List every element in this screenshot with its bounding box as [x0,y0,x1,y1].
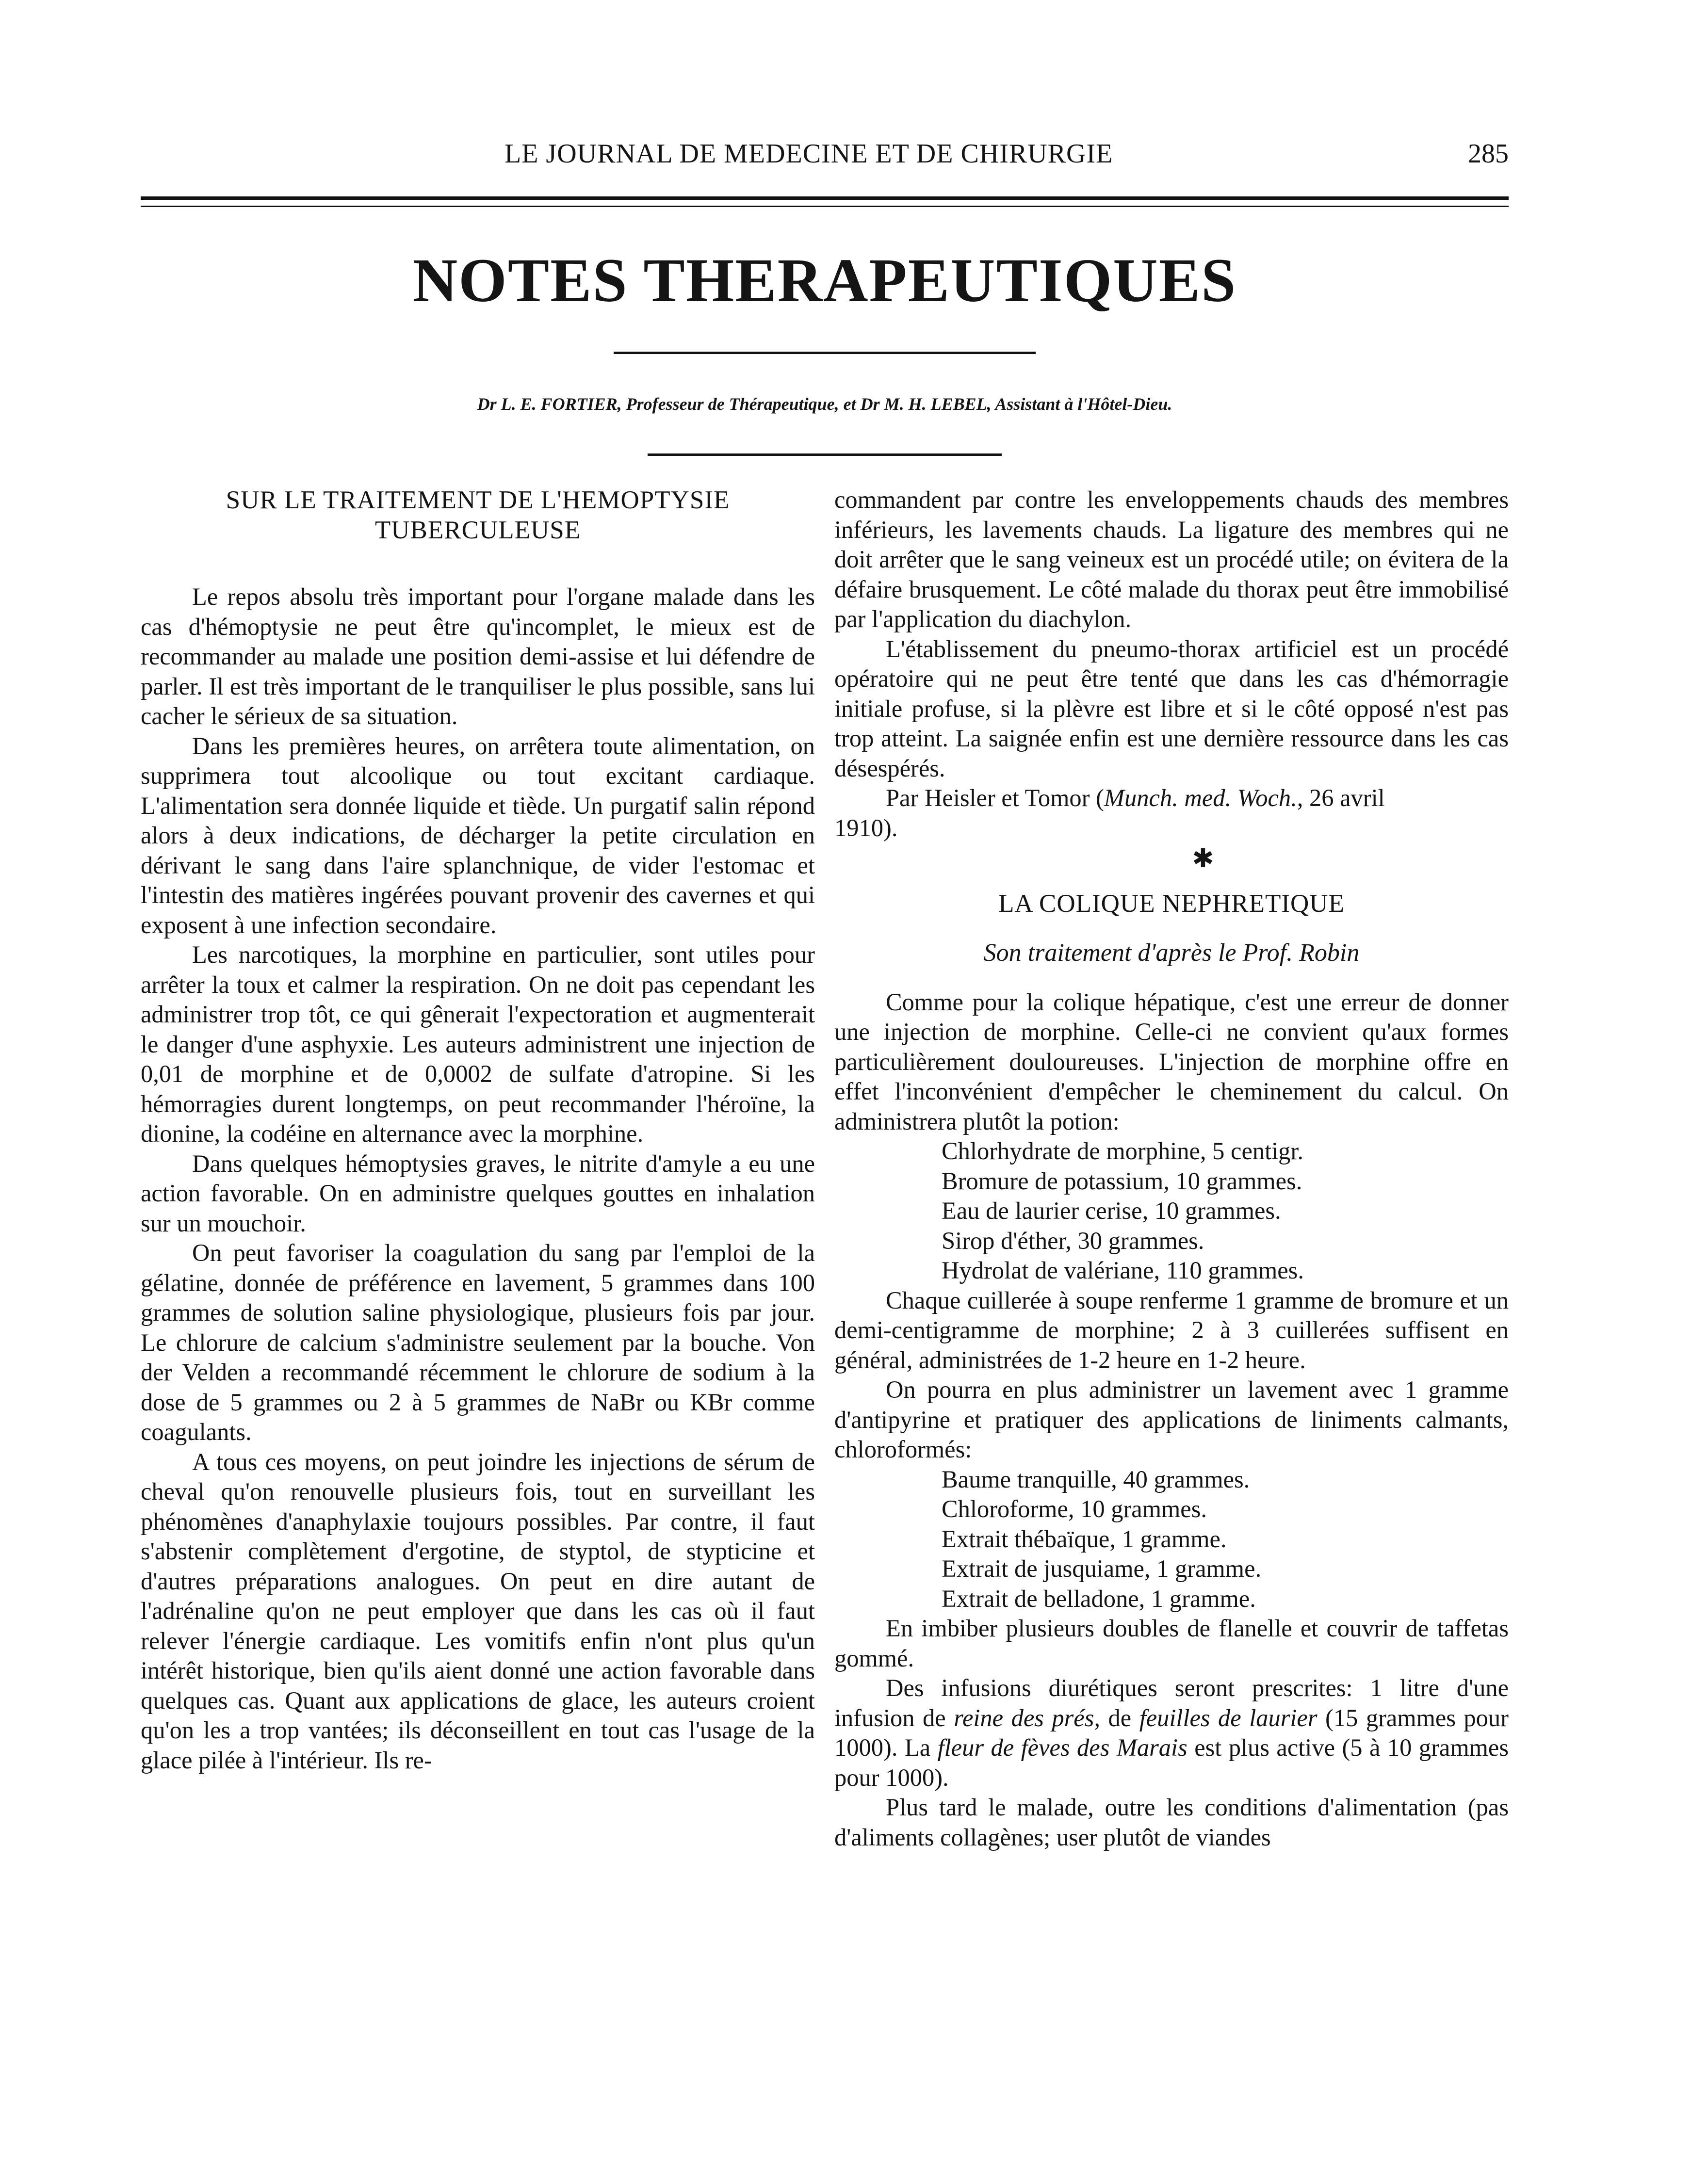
paragraph-infusions [834,1673,1509,1793]
citation-year: 1910). [834,814,898,841]
paragraph: Plus tard le malade, outre les conditions d'alimentation (pas d'aliments collagènes; user plutôt de viandes [834,1794,1509,1851]
article-title: NOTES THERAPEUTIQUES [412,246,1237,315]
liniment-item: Extrait de belladone, 1 gramme. [942,1585,1256,1612]
paragraph: Comme pour la colique hépatique, c'est une erreur de donner une injection de morphine. Celle-ci ne convient qu'aux formes particulièrement douloureuses. L'injection de morphine offre en effet l'inconvénient d'empêcher le cheminement du calcul. On administrera plutôt la potion: [834,988,1509,1135]
title-rule [614,352,1036,354]
liniment-item: Extrait de jusquiame, 1 gramme. [942,1555,1262,1582]
citation-journal: Munch. med. Woch. [1104,784,1297,811]
left-column [141,485,815,1775]
potion-item: Sirop d'éther, 30 grammes. [942,1227,1204,1254]
paragraph: Dans quelques hémoptysies graves, le nitrite d'amyle a eu une action favorable. On en administre quelques gouttes en inhalation sur un mouchoir. [141,1149,815,1237]
potion-item: Chlorhydrate de morphine, 5 centigr. [942,1137,1304,1165]
right-column [834,485,1509,1852]
paragraph-continued: commandent par contre les enveloppements chauds des membres inférieurs, les lavements chauds. La ligature des membres qui ne doit arrêter que le sang veineux est un procédé utile; on évitera de la défaire brusquement. Le côté malade du thorax peut être immobilisé par l'application du diachylon. [834,486,1509,632]
section-subheading: Son traitement d'après le Prof. Robin [983,939,1360,967]
paragraph: Chaque cuillerée à soupe renferme 1 gramme de bromure et un demi-centigramme de morphine; 2 à 3 cuillerées suffisent en général, administrées de 1-2 heure en 1-2 heure. [834,1286,1509,1374]
paragraph: On pourra en plus administrer un lavement avec 1 gramme d'antipyrine et pratiquer des applications de liniments calmants, chloroformés: [834,1376,1509,1463]
text-run: de [1100,1704,1139,1731]
header-rule-thick [141,196,1509,200]
italic-run: feuilles de laurier [1139,1704,1318,1731]
potion-item: Bromure de potassium, 10 grammes. [942,1167,1302,1195]
paragraph: Le repos absolu très important pour l'organe malade dans les cas d'hémoptysie ne peut être qu'incomplet, le mieux est de recommander au malade une position demi-assise et lui défendre de parler. Il est très important de le tranquiliser le plus possible, sans lui cacher le sérieux de sa situation. [141,583,815,729]
paragraph: En imbiber plusieurs doubles de flanelle et couvrir de taffetas gommé. [834,1615,1509,1672]
byline: Dr L. E. FORTIER, Professeur de Thérapeutique, et Dr M. H. LEBEL, Assistant à l'Hôtel-Dieu. [477,394,1172,414]
potion-item: Eau de laurier cerise, 10 grammes. [942,1197,1281,1224]
running-head [141,138,1509,172]
header-rule-thin [141,206,1509,207]
section-ornament [834,844,1509,883]
citation-suffix: , 26 avril [1297,784,1385,811]
paragraph: Les narcotiques, la morphine en particulier, sont utiles pour arrêter la toux et calmer la respiration. On ne doit pas cependant les administrer trop tôt, ce qui gênerait l'expectoration et augmenterait le danger d'une asphyxie. Les auteurs administrent une injection de 0,01 de morphine et de 0,0002 de sulfate d'atropine. Si les hémorragies durent longtemps, on peut recommander l'héroïne, la dionine, la codéine en alternance avec la morphine. [141,941,815,1147]
italic-run: reine des prés, [954,1704,1101,1731]
text-run: est plus active (5 à 10 grammes pour 1000). [834,1734,1509,1791]
section-heading-colique: LA COLIQUE NEPHRETIQUE [998,890,1345,918]
citation [834,783,1509,813]
italic-run: fleur de fèves des Marais [937,1734,1187,1761]
liniment-item: Baume tranquille, 40 grammes. [942,1465,1250,1493]
liniment-item: Chloroforme, 10 grammes. [942,1495,1207,1522]
text-run: (15 grammes pour 1000). La [834,1704,1509,1761]
paragraph: On peut favoriser la coagulation du sang par l'emploi de la gélatine, donnée de préférence en lavement, 5 grammes dans 100 grammes de solution saline physiologique, plusieurs fois par jour. Le chlorure de calcium s'administre seulement par la bouche. Von der Velden a recommandé récemment le chlorure de sodium à la dose de 5 grammes ou 2 à 5 grammes de NaBr ou KBr comme coagulants. [141,1239,815,1445]
section-heading-hemoptysie: SUR LE TRAITEMENT DE L'HEMOPTYSIE TUBERCULEUSE [226,486,730,544]
potion-item: Hydrolat de valériane, 110 grammes. [942,1257,1304,1284]
journal-title: LE JOURNAL DE MEDECINE ET DE CHIRURGIE [504,139,1113,169]
page-number: 285 [1468,139,1509,169]
paragraph: A tous ces moyens, on peut joindre les injections de sérum de cheval qu'on renouvelle plusieurs fois, tout en surveillant les phénomènes d'anaphylaxie toujours possibles. Par contre, il faut s'abstenir complètement d'ergotine, de styptol, de stypticine et d'autres préparations analogues. On peut en dire autant de l'adrénaline qu'on ne peut employer que dans les cas où il faut relever l'énergie cardiaque. Les vomitifs enfin n'ont plus qu'un intérêt historique, bien qu'ils aient donné une action favorable dans quelques cas. Quant aux applications de glace, les auteurs croient qu'on les a trop vantées; ils déconseillent en tout cas l'usage de la glace pilée à l'intérieur. Ils re- [141,1448,815,1774]
liniment-item: Extrait thébaïque, 1 gramme. [942,1525,1227,1553]
text-run: Des infusions diurétiques seront prescrites: 1 litre d'une infusion de [834,1674,1509,1731]
citation-prefix: Par Heisler et Tomor ( [886,784,1104,811]
paragraph: L'établissement du pneumo-thorax artificiel est un procédé opératoire qui ne peut être tenté que dans les cas d'hémorragie initiale profuse, si la plèvre est libre et si le côté opposé n'est pas trop atteint. La saignée enfin est une dernière ressource dans les cas désespérés. [834,635,1509,782]
asterism-icon: ✱ [1192,844,1214,873]
byline-rule [648,453,1002,456]
paragraph: Dans les premières heures, on arrêtera toute alimentation, on supprimera tout alcoolique ou tout excitant cardiaque. L'alimentation sera donnée liquide et tiède. Un purgatif salin répond alors à deux indications, de décharger la petite circulation en dérivant le sang dans l'aire splanchnique, de vider l'estomac et l'intestin des matières ingérées pouvant provenir des cavernes et qui exposent à une infection secondaire. [141,732,815,938]
